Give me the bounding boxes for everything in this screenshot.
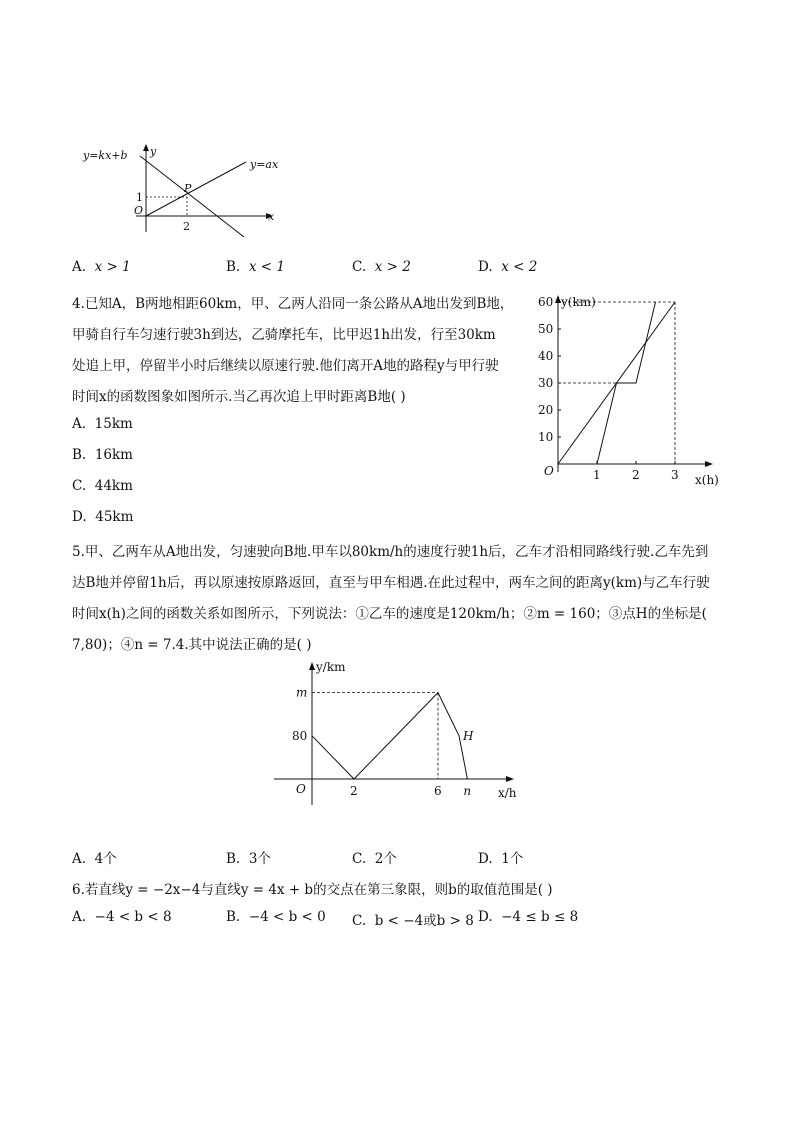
q5-x-tick-n: n xyxy=(463,784,472,798)
q5-y-tick-80: 80 xyxy=(292,728,308,743)
q5-x-tick-6: 6 xyxy=(434,784,442,798)
q5-option-a[interactable]: A. 4个 xyxy=(72,851,117,867)
q6-option-d[interactable]: D. −4 ≤ b ≤ 8 xyxy=(478,909,579,925)
q6-stem: 6.若直线y = −2x−4与直线y = 4x + b的交点在第三象限，则b的取值范围是( ) xyxy=(72,882,553,898)
q4-x-tick-label: 1 xyxy=(593,468,601,482)
q6-option-b[interactable]: B. −4 < b < 0 xyxy=(226,909,326,925)
q3-line1-label: y=kx+b xyxy=(83,149,128,162)
q4-y-tick-label: 40 xyxy=(538,349,554,363)
q4-y-tick-label: 60 xyxy=(538,295,554,309)
q4-line-2: 甲骑自行车匀速行驶3h到达，乙骑摩托车，比甲迟1h出发，行至30km xyxy=(72,327,496,343)
q3-option-a[interactable]: A. x > 1 xyxy=(72,259,131,275)
q6-option-a[interactable]: A. −4 < b < 8 xyxy=(72,909,172,925)
q5-y-label: y/km xyxy=(316,660,346,674)
q5-point-h-label: H xyxy=(463,728,474,743)
q5-option-c[interactable]: C. 2个 xyxy=(352,851,397,867)
q5-series-line xyxy=(312,693,467,779)
q4-x-tick-label: 2 xyxy=(632,468,640,482)
q5-origin: O xyxy=(296,782,306,796)
q4-line-4: 时间x的函数图象如图所示.当乙再次追上甲时距离B地( ) xyxy=(72,389,406,405)
q5-x-tick-2: 2 xyxy=(350,784,358,798)
q4-y-tick-label: 20 xyxy=(538,403,554,417)
q4-option-b[interactable]: B. 16km xyxy=(72,447,133,463)
q3-origin: O xyxy=(134,204,144,217)
q3-option-d[interactable]: D. x < 2 xyxy=(478,259,538,275)
q5-line-1: 5.甲、乙两车从A地出发，匀速驶向B地.甲车以80km/h的速度行驶1h后，乙车才沿相同路线行驶.乙车先到 xyxy=(72,544,709,560)
q4-x-tick-label: 3 xyxy=(671,468,679,482)
q5-x-label: x/h xyxy=(498,786,517,800)
q5-line-2: 达B地并停留1h后，再以原速按原路返回，直至与甲车相遇.在此过程中，两车之间的距离y(km)与乙车行驶 xyxy=(72,575,710,591)
q3-y-axis-label: y xyxy=(150,145,157,158)
line-y-ax xyxy=(146,162,246,216)
q3-option-b[interactable]: B. x < 1 xyxy=(226,259,285,275)
q4-origin: O xyxy=(544,464,554,478)
q5-option-b[interactable]: B. 3个 xyxy=(226,851,271,867)
q6-options xyxy=(72,909,752,929)
q4-option-c[interactable]: C. 44km xyxy=(72,478,133,494)
q5-y-tick-m: m xyxy=(296,685,308,700)
q3-x-axis-label: x xyxy=(268,210,275,223)
q4-option-a[interactable]: A. 15km xyxy=(72,416,133,432)
q4-y-tick-label: 30 xyxy=(538,376,554,390)
q3-x-tick: 2 xyxy=(183,220,190,233)
q3-figure xyxy=(78,140,288,240)
q4-x-label: x(h) xyxy=(695,473,719,487)
q4-option-d[interactable]: D. 45km xyxy=(72,509,134,525)
q3-y-tick: 1 xyxy=(136,191,143,204)
q5-line-3: 时间x(h)之间的函数关系如图所示，下列说法：①乙车的速度是120km/h；②m = 160；③点H的坐标是( xyxy=(72,606,707,622)
q3-options xyxy=(72,259,752,279)
q4-line-1: 4.已知A，B两地相距60km，甲、乙两人沿同一条公路从A地出发到B地， xyxy=(72,296,514,312)
line-y-kxb xyxy=(140,156,244,237)
q4-chart xyxy=(530,290,730,490)
q4-line-3: 处追上甲，停留半小时后继续以原速行驶.他们离开A地的路程y与甲行驶 xyxy=(72,358,499,374)
q3-point-label: P xyxy=(184,182,192,195)
q5-options xyxy=(72,847,752,867)
q4-y-label: y(km) xyxy=(561,295,596,309)
q3-option-c[interactable]: C. x > 2 xyxy=(352,259,411,275)
q4-y-tick-label: 50 xyxy=(538,322,554,336)
q5-line-4: 7,80)；④n = 7.4.其中说法正确的是( ) xyxy=(72,637,312,653)
q5-option-d[interactable]: D. 1个 xyxy=(478,851,524,867)
q5-chart xyxy=(270,655,530,805)
q3-line2-label: y=ax xyxy=(250,158,279,171)
q6-option-c[interactable]: C. b < −4或b > 8 xyxy=(352,913,474,929)
q4-y-tick-label: 10 xyxy=(538,430,554,444)
